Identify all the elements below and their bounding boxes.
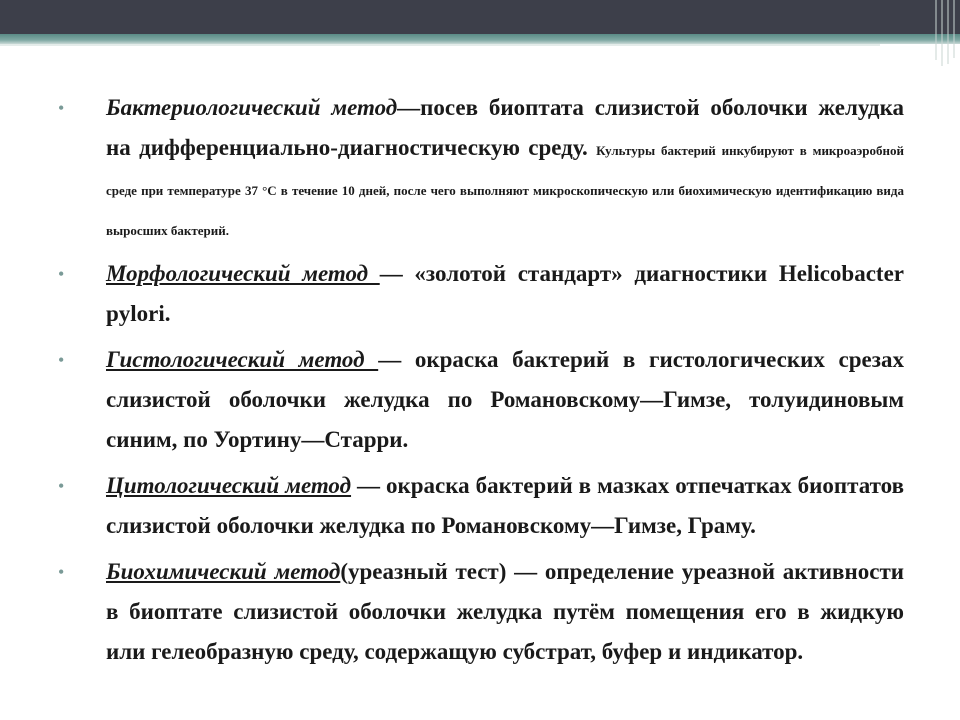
bullet-dot-icon: • — [58, 562, 65, 582]
bullet-text — [106, 340, 904, 460]
bullet-text — [106, 466, 904, 546]
decorative-lines — [930, 0, 960, 70]
slide-content — [58, 88, 904, 678]
method-description: — «золотой стандарт» диагностики Helicobacter pylori. — [106, 261, 904, 326]
method-description: (уреазный тест) — определение уреазной активности в биоптате слизистой оболочки желудка путём помещения его в жидкую или гелеобразную среду, содержащую субстрат, буфер и индикатор. — [106, 559, 904, 664]
slide-accent-line — [0, 44, 880, 46]
bullet-item — [58, 254, 904, 334]
bullet-item — [58, 340, 904, 460]
bullet-item — [58, 466, 904, 546]
method-note: Культуры бактерий инкубируют в микроаэробной среде при температуре 37 °С в течение 10 дней, после чего выполняют микроскопическую или биохимическую идентификацию вида выросших бактерий. — [106, 143, 904, 238]
method-description: — окраска бактерий в гистологических срезах слизистой оболочки желудка по Романовскому—Гимзе, толуидиновым синим, по Уортину—Старри. — [106, 347, 904, 452]
bullet-dot-icon: • — [58, 476, 65, 496]
bullet-text — [106, 88, 904, 248]
slide-accent-strip — [0, 34, 960, 44]
bullet-item — [58, 552, 904, 672]
method-term-link[interactable]: Гистологический метод — [106, 347, 379, 372]
bullet-dot-icon: • — [58, 98, 65, 118]
bullet-text — [106, 552, 904, 672]
bullet-dot-icon: • — [58, 264, 65, 284]
method-term-link[interactable]: Морфологический метод — [106, 261, 380, 286]
slide-top-bar — [0, 0, 960, 34]
method-term: Бактериологический метод — [106, 95, 398, 120]
method-description: — окраска бактерий в мазках отпечатках биоптатов слизистой оболочки желудка по Романовскому—Гимзе, Граму. — [106, 473, 904, 538]
bullet-dot-icon: • — [58, 350, 65, 370]
method-term-link[interactable]: Биохимический метод — [106, 559, 341, 584]
method-description: —посев биоптата слизистой оболочки желудка на дифференциально-диагностическую среду. — [106, 95, 904, 160]
bullet-text — [106, 254, 904, 334]
method-term-link[interactable]: Цитологический метод — [106, 473, 352, 498]
bullet-item — [58, 88, 904, 248]
